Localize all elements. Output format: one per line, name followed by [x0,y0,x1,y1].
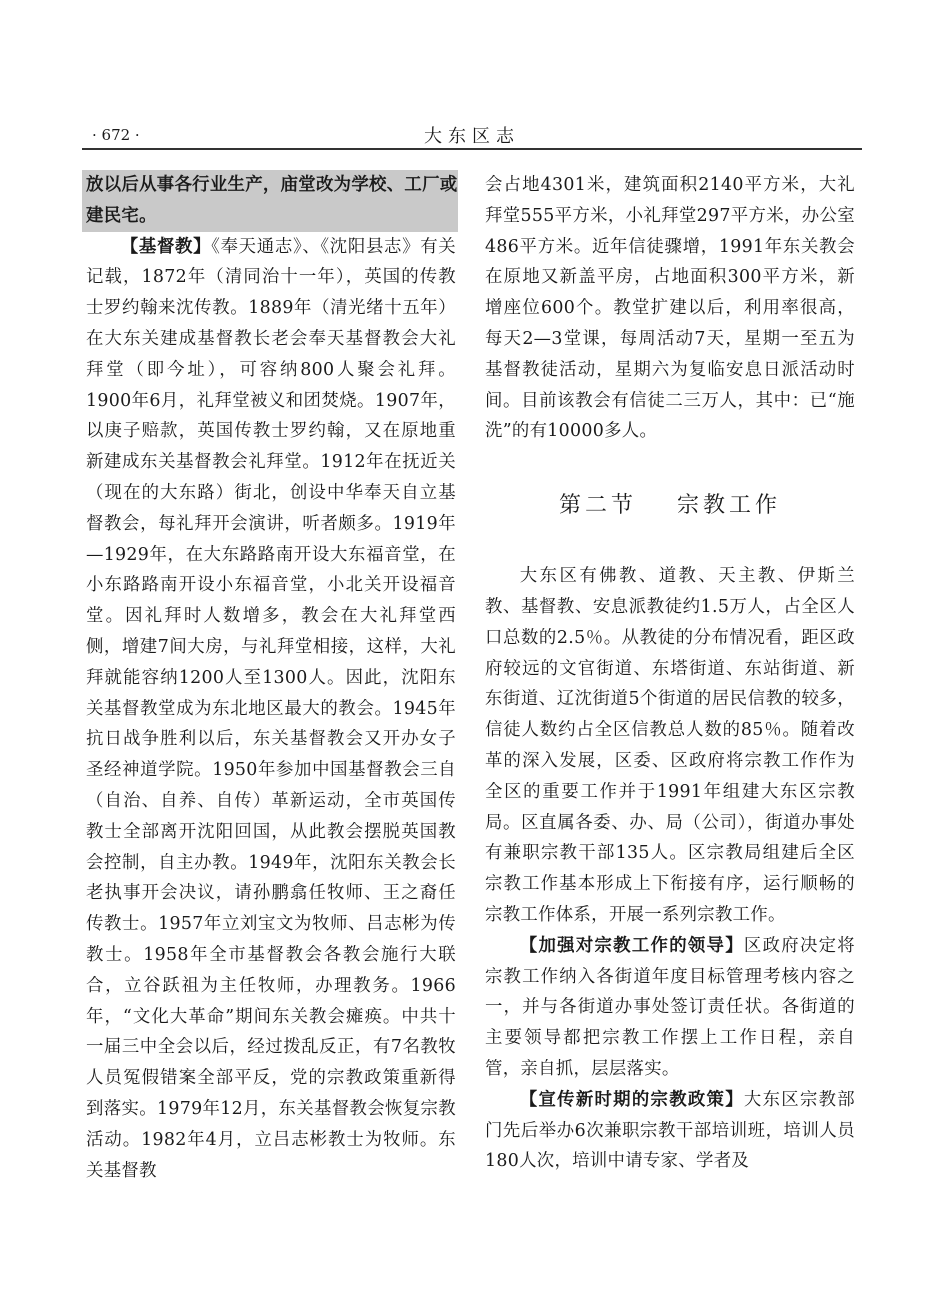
section-number: 第二节 [558,493,637,519]
paragraph-body: 区政府决定将宗教工作纳入各街道年度目标管理考核内容之一，并与各街道办事处签订责任状。各街道的主要领导都把宗教工作摆上工作日程，亲自管，亲自抓，层层落实。 [485,935,855,1079]
highlighted-text: 放以后从事各行业生产，庙堂改为学校、工厂或建民宅。 [82,170,458,232]
page-header [82,118,862,146]
paragraph-intro: 大东区有佛教、道教、天主教、伊斯兰教、基督教、安息派教徒约1.5万人，占全区人口总数的2.5％。从教徒的分布情况看，距区政府较远的文官街道、东塔街道、东站街道、新东街道、辽沈街道5个街道的居民信教的较多，信徒人数约占全区信教总人数的85％。随着改革的深入发展，区委、区政府将宗教工作作为全区的重要工作并于1991年组建大东区宗教局。区直属各委、办、局（公司），街道办事处有兼职宗教干部135人。区宗教局组建后全区宗教工作基本形成上下衔接有序，运行顺畅的宗教工作体系，开展一系列宗教工作。 [485,566,855,925]
section-name: 宗教工作 [677,493,782,519]
paragraph-christianity [86,232,456,1187]
header-rule [82,148,862,150]
left-column [86,170,456,1186]
page-number: · 672 · [92,126,140,144]
right-column [485,170,855,1177]
paragraph-body: 《奉天通志》、《沈阳县志》有关记载，1872年（清同治十一年），英国的传教士罗约翰来沈传教。1889年（清光绪十五年）在大东关建成基督教长老会奉天基督教会大礼拜堂（即今址），可容纳800人聚会礼拜。1900年6月，礼拜堂被义和团焚烧。1907年，以庚子赔款，英国传教士罗约翰，又在原地重新建成东关基督教会礼拜堂。1912年在抚近关（现在的大东路）街北，创设中华奉天自立基督教会，每礼拜开会演讲，听者颇多。1919年—1929年，在大东路路南开设大东福音堂，在小东路路南开设小东福音堂，小北关开设福音堂。因礼拜时人数增多，教会在大礼拜堂西侧，增建7间大房，与礼拜堂相接，这样，大礼拜就能容纳1200人至1300人。因此，沈阳东关基督教堂成为东北地区最大的教会。1945年抗日战争胜利以后，东关基督教会又开办女子圣经神道学院。1950年参加中国基督教会三自（自治、自养、自传）革新运动，全市英国传教士全部离开沈阳回国，从此教会摆脱英国教会控制，自主办教。1949年，沈阳东关教会长老执事开会决议，请孙鹏翕任牧师、王之裔任传教士。1957年立刘宝文为牧师、吕志彬为传教士。1958年全市基督教会各教会施行大联合，立谷跃祖为主任牧师，办理教务。1966年，“文化大革命”期间东关教会瘫痪。中共十一届三中全会以后，经过拨乱反正，有7名教牧人员冤假错案全部平反，党的宗教政策重新得到落实。1979年12月，东关基督教会恢复宗教活动。1982年4月，立吕志彬教士为牧师。东关基督教 [86,236,456,1181]
paragraph-body: 大东区宗教部门先后举办6次兼职宗教干部培训班，培训人员180人次，培训中请专家、学者及 [485,1089,855,1172]
paragraph-tag: 【基督教】 [120,236,212,257]
paragraph-tag: 【加强对宗教工作的领导】 [519,935,744,956]
paragraph-leadership [485,931,855,1085]
paragraph-continued: 会占地4301米，建筑面积2140平方米，大礼拜堂555平方米，小礼拜堂297平方米，办公室486平方米。近年信徒骤增，1991年东关教会在原地又新盖平房，占地面积300平方米，新增座位600个。教堂扩建以后，利用率很高，每天2—3堂课，每周活动7天，星期一至五为基督教徒活动，星期六为复临安息日派活动时间。目前该教会有信徒二三万人，其中：已“施洗”的有10000多人。 [485,175,855,442]
book-title: 大东区志 [424,126,520,147]
paragraph-policy [485,1085,855,1177]
paragraph-tag: 【宣传新时期的宗教政策】 [519,1089,744,1110]
section-heading [485,491,855,521]
